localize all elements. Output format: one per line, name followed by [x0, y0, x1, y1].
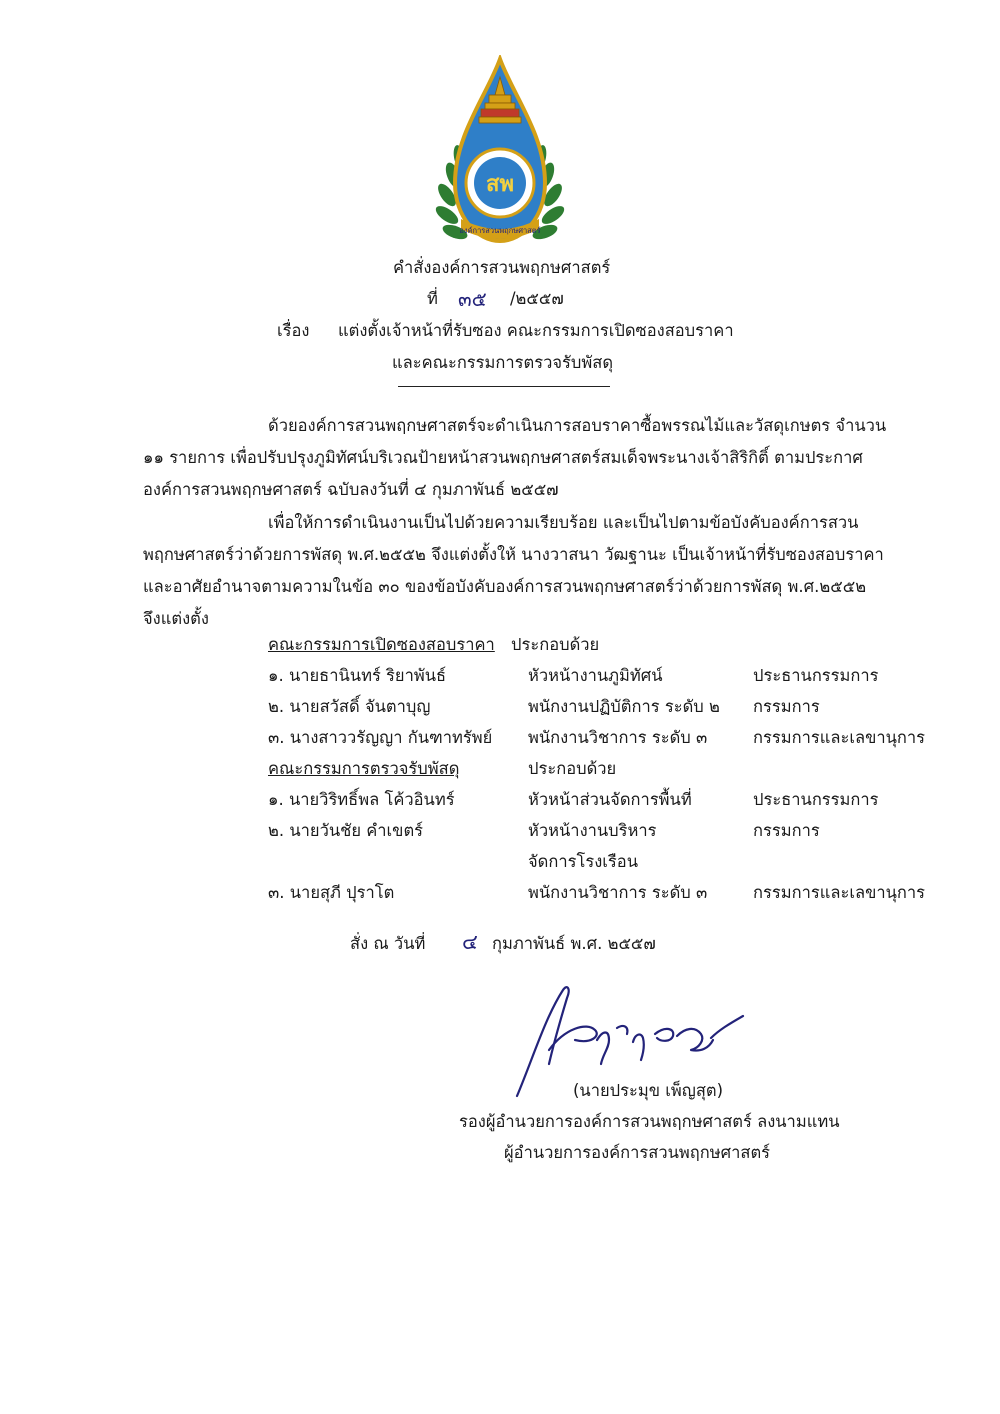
- committee2-member-row: [143, 880, 926, 911]
- date-day-handwritten: ๔: [462, 930, 478, 954]
- subject-label: เรื่อง: [277, 321, 310, 340]
- para2-line1: เพื่อให้การดำเนินงานเป็นไปด้วยความเรียบร้อย และเป็นไปตามข้อบังคับองค์การสวน: [268, 513, 859, 532]
- member-name: ๓. นายสุภี ปุราโต: [268, 883, 395, 902]
- member-name: ๑. นายธานินทร์ ริยาพันธ์: [268, 666, 447, 685]
- para1-line3: องค์การสวนพฤกษศาสตร์ ฉบับลงวันที่ ๔ กุมภาพันธ์ ๒๕๕๗: [143, 480, 559, 499]
- member-name: ๑. นายวิริทธิ์พล โค้วอินทร์: [268, 790, 455, 809]
- order-title: คำสั่งองค์การสวนพฤกษศาสตร์: [393, 258, 611, 277]
- member-name: ๓. นางสาววรัญญา กันฑาทรัพย์: [268, 728, 493, 747]
- member-position: พนักงานปฏิบัติการ ระดับ ๒: [528, 697, 720, 716]
- svg-text:สพ: สพ: [486, 171, 514, 197]
- member-name: ๒. นายวันชัย คำเขตร์: [268, 821, 424, 840]
- signatory-name: (นายประมุข เพ็ญสุต): [573, 1081, 724, 1100]
- committee2-member-row: [143, 818, 913, 849]
- date-suffix: กุมภาพันธ์ พ.ศ. ๒๕๕๗: [492, 934, 656, 953]
- organization-logo: [425, 55, 575, 250]
- subject-line-1: แต่งตั้งเจ้าหน้าที่รับซอง คณะกรรมการเปิดซองสอบราคา: [338, 321, 734, 340]
- member-role: กรรมการ: [753, 821, 820, 840]
- order-number-suffix: /๒๕๕๗: [510, 289, 564, 308]
- para2-line3: และอาศัยอำนาจตามความในข้อ ๓๐ ของข้อบังคับองค์การสวนพฤกษศาสตร์ว่าด้วยการพัสดุ พ.ศ.๒๕๕๒: [143, 577, 867, 596]
- para1-line1: ด้วยองค์การสวนพฤกษศาสตร์จะดำเนินการสอบราคาซื้อพรรณไม้และวัสดุเกษตร จำนวน: [268, 416, 887, 435]
- para2-line2: พฤกษศาสตร์ว่าด้วยการพัสดุ พ.ศ.๒๕๕๒ จึงแต่งตั้งให้ นางวาสนา วัฒฐานะ เป็นเจ้าหน้าที่รับซองสอบราคา: [143, 545, 884, 564]
- member-role: กรรมการและเลขานุการ: [753, 883, 926, 902]
- subject-line-2: และคณะกรรมการตรวจรับพัสดุ: [392, 353, 614, 372]
- member-position: พนักงานวิชาการ ระดับ ๓: [528, 883, 708, 902]
- signatory-title-line-1: รองผู้อำนวยการองค์การสวนพฤกษศาสตร์ ลงนามแทน: [459, 1112, 840, 1131]
- para2-line4: จึงแต่งตั้ง: [143, 609, 209, 628]
- committee1-member-row: [143, 725, 926, 756]
- member-name: ๒. นายสวัสดิ์ จันตาบุญ: [268, 697, 431, 716]
- member-role: กรรมการ: [753, 697, 820, 716]
- member-position: หัวหน้างานภูมิทัศน์: [528, 666, 663, 685]
- committee1-heading: คณะกรรมการเปิดซองสอบราคา ประกอบด้วย: [268, 635, 600, 654]
- member-position: พนักงานวิชาการ ระดับ ๓: [528, 728, 708, 747]
- signatory-title-line-2: ผู้อำนวยการองค์การสวนพฤกษศาสตร์: [504, 1143, 771, 1162]
- committee1-member-row: [143, 663, 913, 694]
- order-number-handwritten: ๓๕: [458, 287, 487, 311]
- committee2-member-position-continued: จัดการโรงเรือน: [528, 852, 638, 871]
- committee2-member-row: [143, 787, 913, 818]
- member-position: หัวหน้าส่วนจัดการพื้นที่: [528, 790, 692, 809]
- order-number-prefix: ที่: [427, 289, 438, 308]
- member-position: หัวหน้างานบริหาร: [528, 821, 657, 840]
- svg-text:องค์การสวนพฤกษศาสตร์: องค์การสวนพฤกษศาสตร์: [459, 226, 541, 235]
- member-role: ประธานกรรมการ: [753, 666, 879, 685]
- para1-line2: ๑๑ รายการ เพื่อปรับปรุงภูมิทัศน์บริเวณป้ายหน้าสวนพฤกษศาสตร์สมเด็จพระนางเจ้าสิริกิติ์ ตามประกาศ: [143, 448, 863, 467]
- date-prefix: สั่ง ณ วันที่: [350, 934, 426, 953]
- member-role: กรรมการและเลขานุการ: [753, 728, 926, 747]
- header-divider: [398, 386, 610, 387]
- committee2-heading: คณะกรรมการตรวจรับพัสดุ ประกอบด้วย: [268, 759, 617, 778]
- member-role: ประธานกรรมการ: [753, 790, 879, 809]
- committee1-member-row: [143, 694, 913, 725]
